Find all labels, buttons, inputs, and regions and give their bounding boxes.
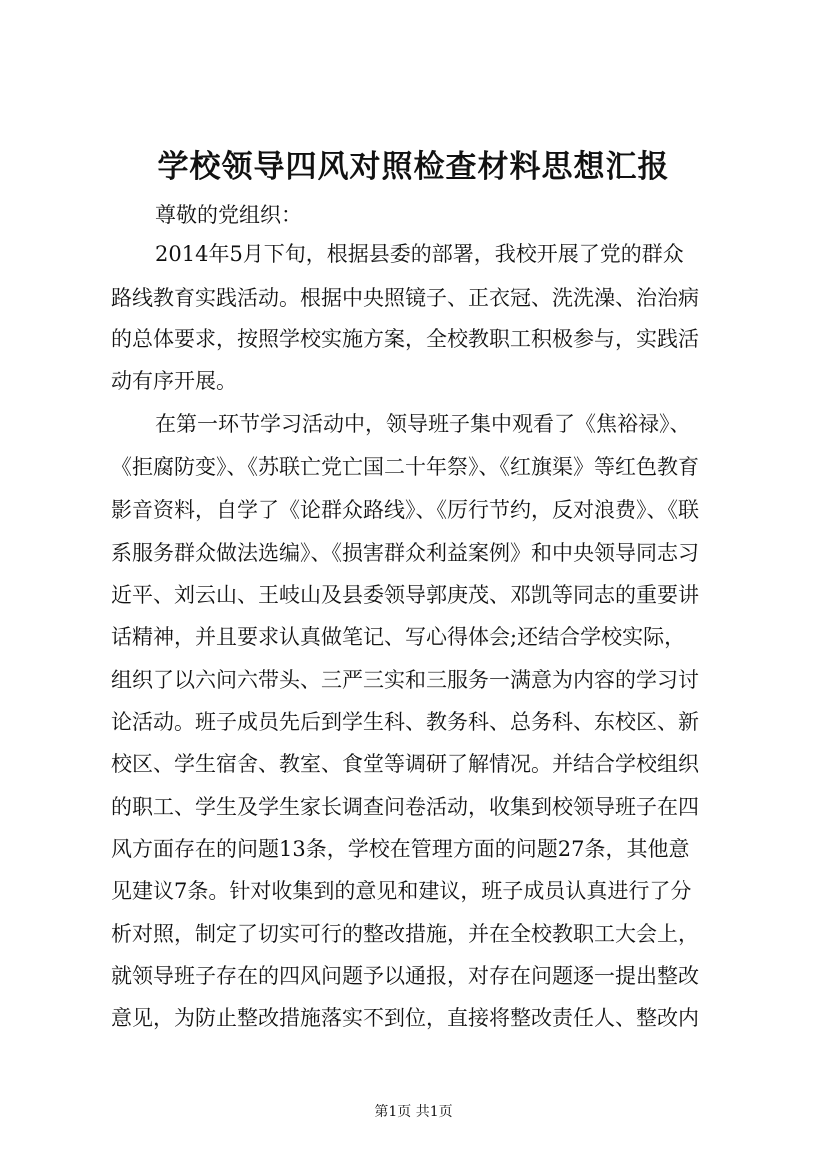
body-line: 意见，为防止整改措施落实不到位，直接将整改责任人、整改内 bbox=[111, 1006, 699, 1030]
page-number: 第1页 共1页 bbox=[374, 1104, 453, 1120]
body-line: 系服务群众做法选编》、《损害群众利益案例》和中央领导同志习 bbox=[111, 541, 699, 565]
body-line: 动有序开展。 bbox=[111, 369, 237, 393]
body-line: 影音资料，自学了《论群众路线》、《厉行节约，反对浪费》、《联 bbox=[111, 498, 699, 522]
body-line: 话精神，并且要求认真做笔记、写心得体会;还结合学校实际， bbox=[111, 625, 686, 649]
body-line: 2014年5月下旬，根据县委的部署，我校开展了党的群众 bbox=[155, 242, 684, 266]
body-line: 组织了以六问六带头、三严三实和三服务一满意为内容的学习讨 bbox=[111, 668, 699, 692]
document-title: 学校领导四风对照检查材料思想汇报 bbox=[157, 149, 670, 185]
body-line: 《拒腐防变》、《苏联亡党亡国二十年祭》、《红旗渠》等红色教育 bbox=[111, 455, 699, 479]
body-line: 的总体要求，按照学校实施方案，全校教职工积极参与，实践活 bbox=[111, 327, 699, 351]
body-line: 近平、刘云山、王岐山及县委领导郭庚茂、邓凯等同志的重要讲 bbox=[111, 583, 699, 607]
body-line: 路线教育实践活动。根据中央照镜子、正衣冠、洗洗澡、治治病 bbox=[111, 286, 699, 310]
body-line: 论活动。班子成员先后到学生科、教务科、总务科、东校区、新 bbox=[111, 710, 699, 734]
body-line: 的职工、学生及学生家长调查问卷活动，收集到校领导班子在四 bbox=[111, 795, 699, 819]
body-line: 在第一环节学习活动中，领导班子集中观看了《焦裕禄》、 bbox=[155, 412, 691, 436]
body-line: 校区、学生宿舍、教室、食堂等调研了解情况。并结合学校组织 bbox=[111, 752, 699, 776]
body-line: 析对照，制定了切实可行的整改措施，并在全校教职工大会上， bbox=[111, 922, 699, 946]
body-line: 就领导班子存在的四风问题予以通报，对存在问题逐一提出整改 bbox=[111, 964, 699, 988]
body-line: 见建议7条。针对收集到的意见和建议，班子成员认真进行了分 bbox=[111, 879, 692, 903]
body-line: 风方面存在的问题13条，学校在管理方面的问题27条，其他意 bbox=[111, 837, 690, 861]
salutation-line: 尊敬的党组织： bbox=[155, 203, 302, 227]
